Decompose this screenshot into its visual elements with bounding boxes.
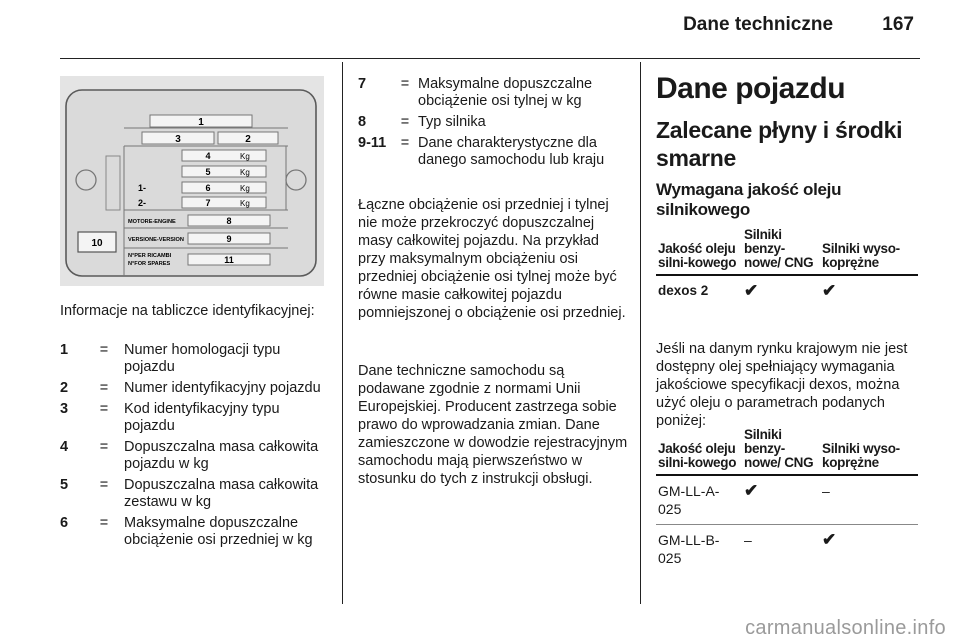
plate-field-11-label: 11 (224, 255, 234, 265)
table-row (656, 275, 918, 300)
header-title: Dane techniczne (683, 14, 834, 35)
legend-item (60, 380, 330, 397)
legend-item (358, 135, 628, 169)
legend-number: 6 (60, 515, 69, 531)
column-divider-1 (342, 62, 343, 604)
legend-number: 5 (60, 477, 69, 493)
legend-equals: = (99, 477, 109, 493)
plate-unit: Kg (240, 152, 250, 161)
figure-caption: Informacje na tabliczce identyfikacyjnej: (60, 303, 315, 319)
plate-unit: Kg (240, 184, 250, 193)
plate-field-3-label: 3 (175, 134, 181, 145)
section-title: Dane pojazdu (656, 72, 846, 105)
plate-label-spares-1: N°PER RICAMBI (128, 253, 172, 259)
checkmark-icon: ✔ (822, 530, 837, 549)
column-header-oil-quality: Jakość oleju silni-kowego (656, 228, 742, 275)
legend-number: 2 (60, 380, 69, 396)
checkmark-icon: ✔ (744, 281, 759, 300)
legend-text: Maksymalne dopuszczalne obciążenie osi tylnej w kg (418, 76, 593, 109)
legend-equals: = (400, 135, 410, 151)
petrol-cng-cell: – (744, 532, 752, 548)
plate-axle-front: 1- (138, 183, 147, 193)
legend-equals: = (400, 76, 410, 92)
diesel-cell: – (820, 475, 918, 525)
legend-number: 4 (60, 439, 69, 455)
plate-legend-part-2 (358, 76, 628, 173)
plate-field-5-label: 5 (205, 167, 211, 177)
eu-standards-paragraph: Dane techniczne samochodu są podawane zgodnie z normami Unii Europejskiej. Producent zastrzega sobie prawo do wprowadzania zmian. Dane zamieszczone w dowodzie rejestracyjnym samochodu mają pierwszeństwo w stosunku do tych z instrukcji obsługi. (358, 363, 628, 487)
legend-text: Dane charakterystyczne dla danego samochodu lub kraju (418, 135, 605, 168)
alternative-oil-paragraph: Jeśli na danym rynku krajowym nie jest dostępny olej spełniający wymagania jakościowe specyfikacji dexos, można użyć oleju o parametrach podanych poniżej: (656, 341, 908, 429)
legend-item (60, 342, 330, 376)
subsection-title: Zalecane płyny i środki smarne (656, 117, 903, 171)
table-row (656, 475, 918, 525)
plate-axle-rear: 2- (138, 198, 147, 208)
plate-field-7 (182, 197, 266, 208)
legend-number: 8 (358, 114, 367, 130)
plate-field-2-label: 2 (245, 134, 251, 145)
column-divider-2 (640, 62, 641, 604)
legend-equals: = (99, 515, 109, 531)
plate-field-8-label: 8 (226, 216, 232, 226)
legend-text: Maksymalne dopuszczalne obciążenie osi przedniej w kg (124, 515, 313, 548)
table-row (656, 525, 918, 568)
petrol-cng-cell (742, 275, 820, 300)
legend-number: 1 (60, 342, 69, 358)
diesel-cell (820, 525, 918, 568)
plate-field-1-label: 1 (198, 117, 204, 128)
legend-item (60, 401, 330, 435)
page-number: 167 (882, 14, 914, 35)
column-header-petrol-cng: Silniki benzy-nowe/ CNG (742, 428, 820, 475)
legend-text: Numer homologacji typu pojazdu (124, 342, 281, 375)
column-header-diesel: Silniki wyso-koprężne (820, 428, 918, 475)
subsubsection-title: Wymagana jakość oleju silnikowego (656, 180, 842, 219)
legend-text: Dopuszczalna masa całkowita zestawu w kg (124, 477, 319, 510)
legend-text: Kod identyfikacyjny typu pojazdu (124, 401, 280, 434)
oil-spec-cell: GM-LL-A-025 (656, 475, 742, 525)
legend-number: 9-11 (358, 135, 387, 151)
legend-text: Typ silnika (418, 114, 486, 130)
plate-field-6-label: 6 (205, 183, 211, 193)
plate-legend-part-1 (60, 342, 330, 553)
column-header-diesel: Silniki wyso-koprężne (820, 228, 918, 275)
legend-equals: = (99, 401, 109, 417)
legend-equals: = (400, 114, 410, 130)
oil-spec-cell: dexos 2 (658, 283, 709, 298)
plate-unit: Kg (240, 199, 250, 208)
table-header-row (656, 228, 918, 275)
plate-label-engine: MOTORE-ENGINE (128, 219, 176, 225)
legend-item (60, 439, 330, 473)
plate-field-4-label: 4 (205, 151, 211, 161)
petrol-cng-cell (742, 475, 820, 525)
legend-item (60, 477, 330, 511)
alternative-oil-table (656, 428, 918, 567)
axle-load-paragraph: Łączne obciążenie osi przedniej i tylnej nie może przekroczyć dopuszczalnej masy całkowitej pojazdu. Na przykład przy maksymalnym obciążeniu osi przedniej obciążenie osi tylnej może być równe masie całkowitej pojazdu pomniejszonej o obciążenie osi przedniej. (358, 197, 626, 321)
diesel-cell (820, 275, 918, 300)
header-rule (60, 58, 920, 59)
plate-field-10-label: 10 (91, 238, 103, 249)
checkmark-icon: ✔ (822, 281, 837, 300)
plate-field-7-label: 7 (205, 198, 211, 208)
legend-number: 7 (358, 76, 367, 92)
legend-number: 3 (60, 401, 69, 417)
legend-item (358, 114, 628, 131)
column-header-oil-quality: Jakość oleju silni-kowego (656, 428, 742, 475)
plate-label-spares-2: N°FOR SPARES (128, 261, 171, 267)
oil-spec-cell: GM-LL-B-025 (658, 532, 720, 566)
legend-text: Dopuszczalna masa całkowita pojazdu w kg (124, 439, 319, 472)
legend-equals: = (99, 439, 109, 455)
legend-equals: = (99, 342, 109, 358)
watermark: carmanualsonline.info (745, 617, 946, 639)
legend-item (60, 515, 330, 549)
checkmark-icon: ✔ (744, 481, 759, 500)
plate-field-5 (182, 166, 266, 177)
plate-field-4 (182, 150, 266, 161)
legend-text: Numer identyfikacyjny pojazdu (124, 380, 321, 396)
oil-quality-table (656, 228, 918, 300)
table-header-row (656, 428, 918, 475)
identification-plate-svg (60, 76, 324, 286)
column-header-petrol-cng: Silniki benzy-nowe/ CNG (742, 228, 820, 275)
plate-label-version: VERSIONE-VERSION (128, 237, 184, 243)
plate-field-9-label: 9 (226, 234, 232, 244)
legend-equals: = (99, 380, 109, 396)
page-header (683, 14, 914, 36)
identification-plate-figure (60, 76, 324, 286)
plate-unit: Kg (240, 168, 250, 177)
legend-item (358, 76, 628, 110)
plate-field-6 (182, 182, 266, 193)
